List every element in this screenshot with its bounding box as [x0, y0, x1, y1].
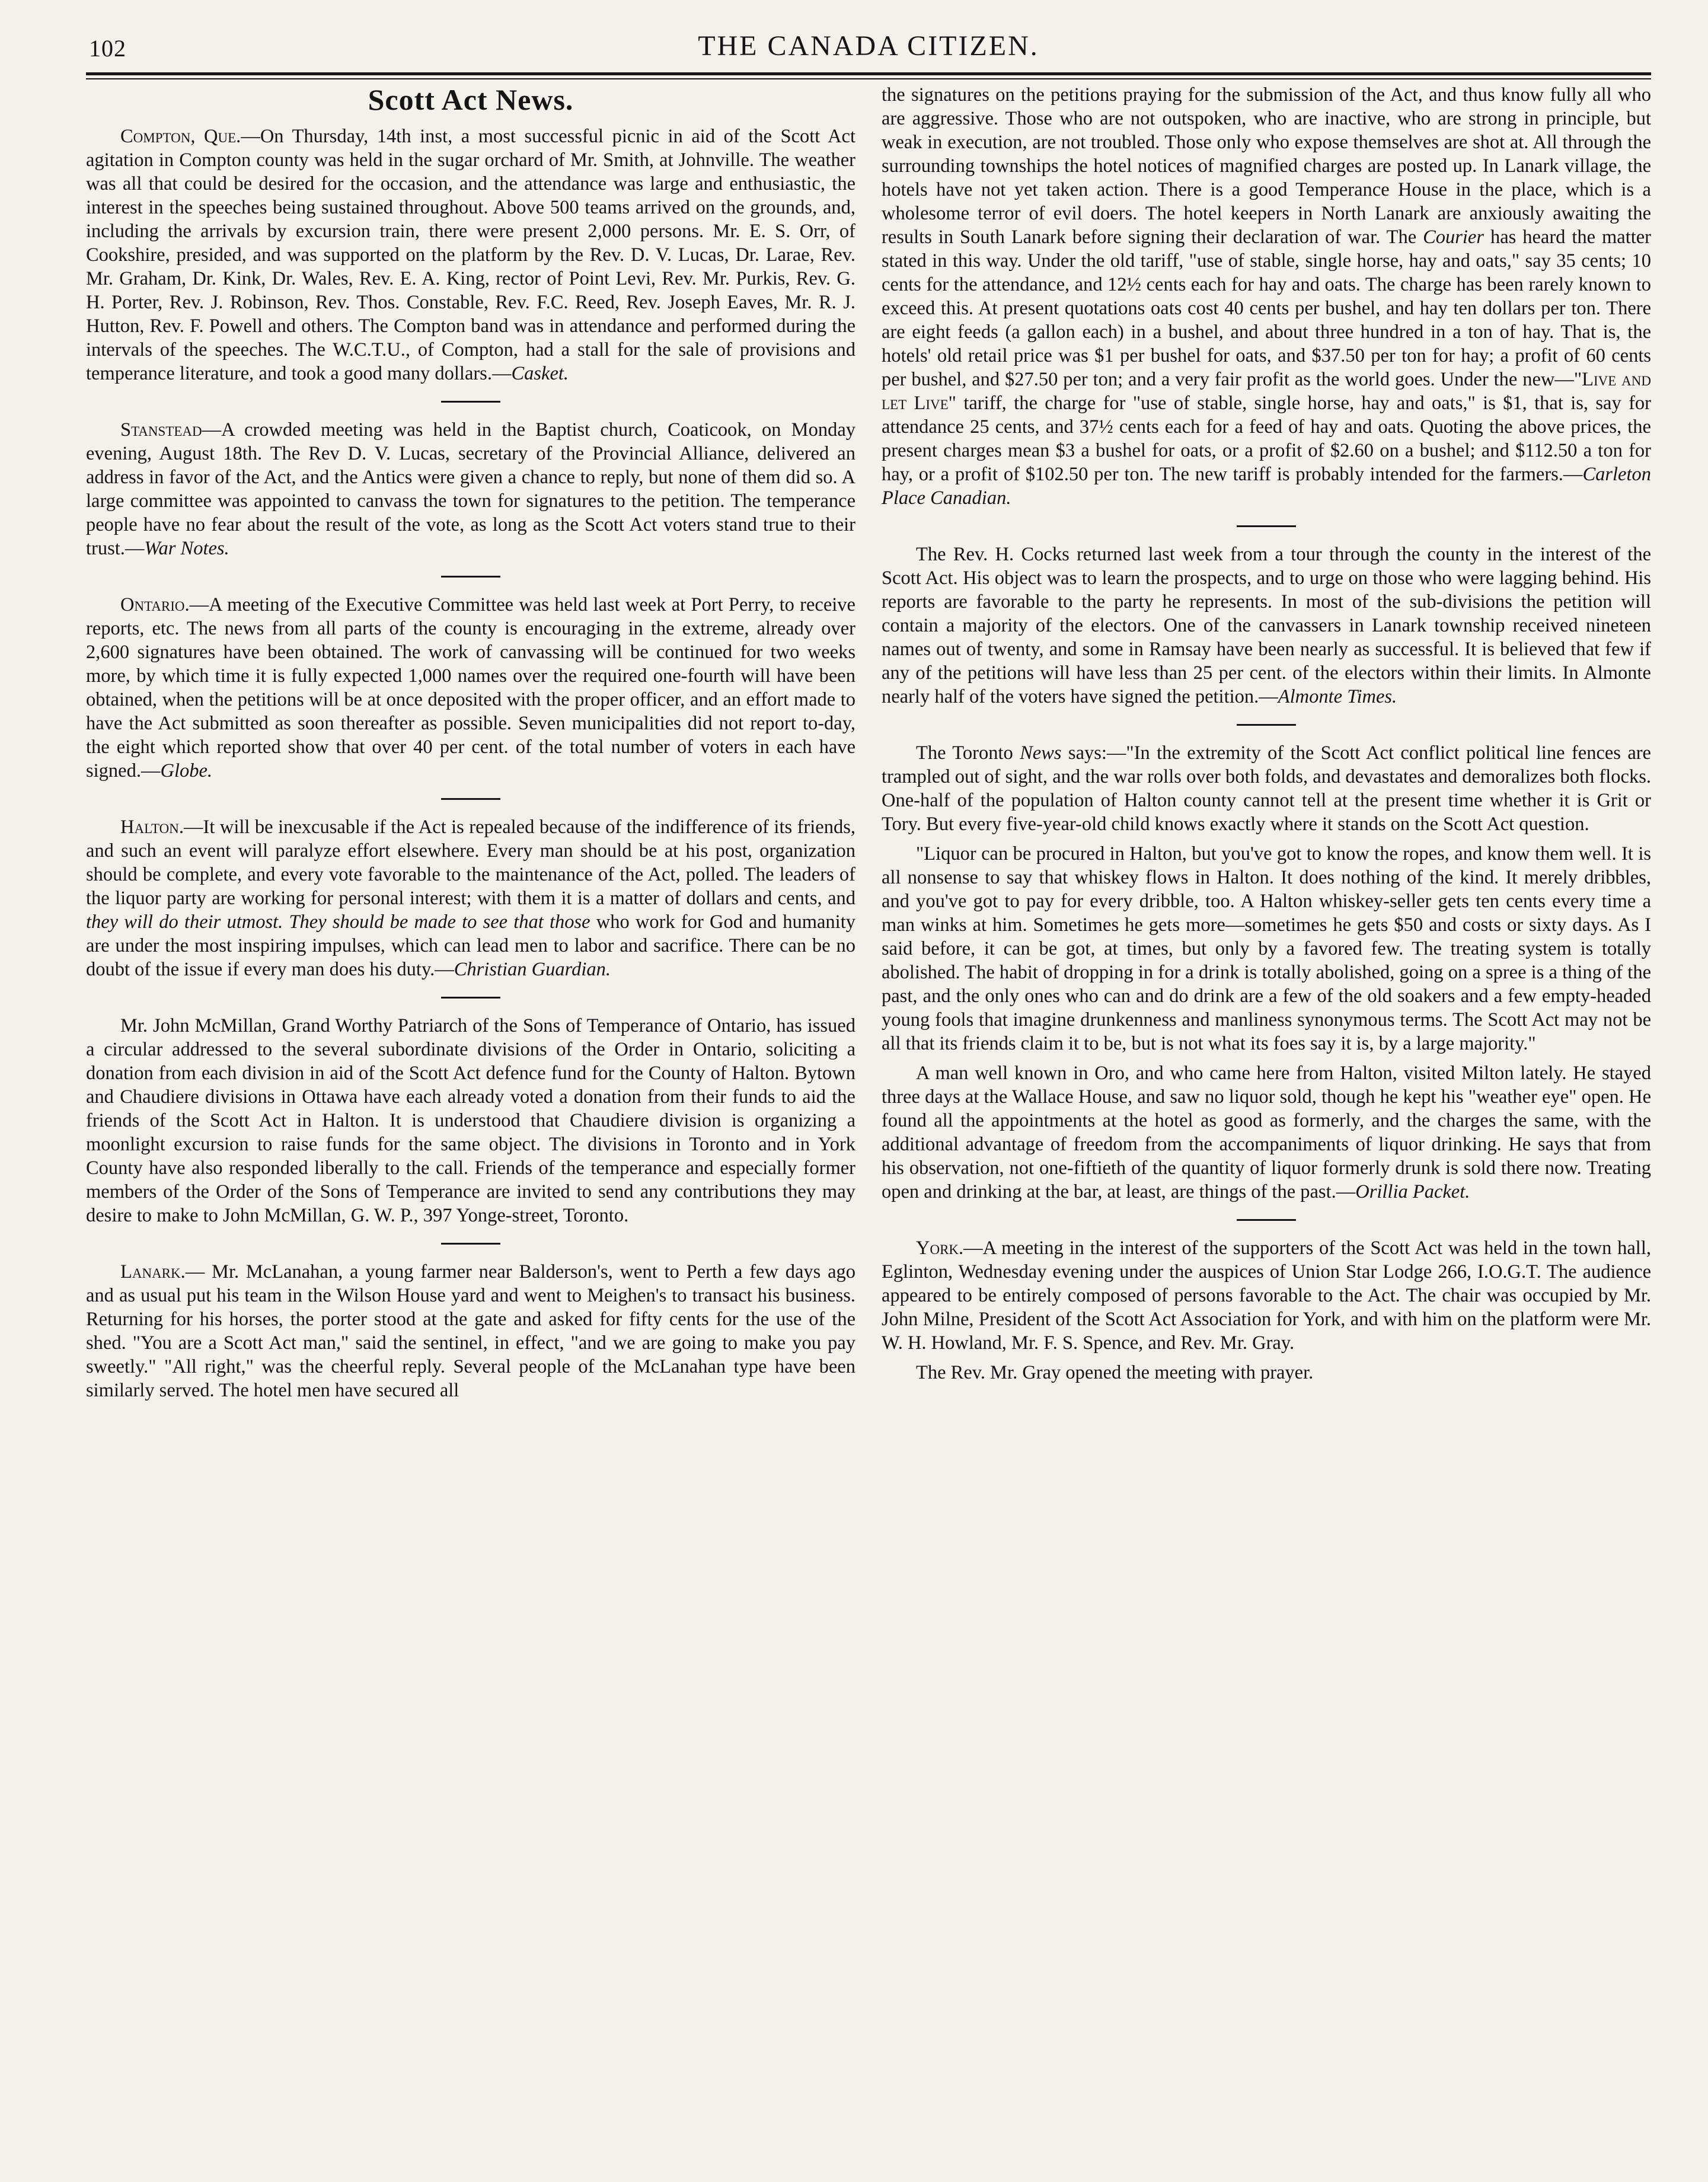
article-body: —On Thursday, 14th inst, a most successful picnic in aid of the Scott Act agitation in Compton county was held in the sugar orchard of Mr. Smith, at Johnville. The weather was all that could be desired for the occasion, and the attendance was large and enthusiastic, the interest in the speeches being sustained throughout. Above 500 teams arrived on the grounds, and, including the arrivals by excursion train, there were present 2,000 persons. Mr. E. S. Orr, of Cookshire, presided, and was supported on the platform by the Rev. D. V. Lucas, Dr. Larae, Rev. Mr. Graham, Dr. Kink, Dr. Wales, Rev. E. A. King, rector of Point Levi, Rev. Mr. Purkis, Rev. G. H. Porter, Rev. J. Robinson, Rev. Thos. Constable, Rev. F.C. Reed, Rev. Joseph Eaves, Mr. R. J. Hutton, Rev. F. Powell and others. The Compton band was in attendance and performed during the intervals of the speeches. The W.C.T.U., of Compton, had a stall for the sale of provisions and temperance literature, and took a good many dollars.—	[86, 126, 855, 384]
article-place: Ontario.	[120, 594, 190, 615]
article-place: Compton, Que.	[120, 126, 241, 147]
article-separator	[441, 997, 500, 999]
article-source: Globe.	[160, 760, 213, 781]
article-place: Lanark.	[120, 1261, 186, 1283]
article-source: Carleton Place Canadian.	[882, 464, 1651, 509]
article-body: The Rev. H. Cocks returned last week from a tour through the county in the interest of the Scott Act. His object was to learn the prospects, and to urge on those who were lagging behind. His reports are favorable to the party he represents. In most of the sub-divisions the petition will contain a majority of the electors. One of the canvassers in Lanark township received nineteen names out of twenty, and some in Ramsay have been nearly as successful. It is believed that few if any of the petitions will have less than 25 per cent. of the electors within their limits. In Almonte nearly half of the voters have signed the petition.—	[882, 544, 1651, 707]
article-source: Orillia Packet.	[1355, 1181, 1470, 1202]
article-body: who work for God and humanity are under the most inspiring impulses, which can lead men to labor and sacrifice. There can be no doubt of the issue if every man does his duty.—	[86, 911, 855, 980]
article-oro	[882, 1061, 1651, 1204]
article-mcmillan: Mr. John McMillan, Grand Worthy Patriarch of the Sons of Temperance of Ontario, has issued a circular addressed to the several subordinate divisions of the Order in Ontario, soliciting a donation from each division in aid of the Scott Act defence fund for the County of Halton. Bytown and Chaudiere divisions in Ottawa have each already voted a donation from their funds to aid the friends of the Scott Act in Halton. It is understood that Chaudiere division is organizing a moonlight excursion to raise funds for the same object. The divisions in Toronto and in York County have also responded liberally to the call. Friends of the temperance and especially former members of the Order of the Sons of Temperance are invited to send any contributions they may desire to make to John McMillan, G. W. P., 397 Yonge-street, Toronto.	[86, 1015, 855, 1226]
article-source: War Notes.	[144, 538, 229, 559]
article-compton	[86, 125, 855, 385]
article-source: Casket.	[511, 363, 569, 384]
article-place: Halton.	[120, 816, 184, 838]
article-stanstead	[86, 418, 855, 560]
article-body: tariff, the charge for "use of stable, single horse, hay and oats," is $1, that is, say for attendance 25 cents, and 37½ cents each for a feed of hay and oats. Quoting the above prices, the present charges mean $3 a bushel for oats, or a profit of $2.60 on a bushel; and $112.50 a ton for hay, or a profit of $102.50 per ton. The new tariff is probably intended for the farmers.—	[882, 393, 1651, 485]
article-body: —A meeting of the Executive Committee was held last week at Port Perry, to receive reports, etc. The news from all parts of the county is encouraging in the extreme, already over 2,600 signatures have been obtained. The work of canvassing will be continued for two weeks more, by which time it is fully expected 1,000 names over the required one-fourth will have been obtained, when the petitions will be at once deposited with the proper officer, and an effort made to have the Act submitted as soon thereafter as possible. Seven municipalities did not report to-day, the eight which reported show that over 40 per cent. of the total number of voters in each have signed.—	[86, 594, 855, 781]
article-body: the signatures on the petitions praying for the submission of the Act, and thus know fully all who are aggressive. Those who are not outspoken, who are inactive, who are strong in principle, but weak in execution, are not troubled. Those only who expose themselves are shot at. All through the surrounding townships the hotel notices of magnified charges are posted up. In Lanark village, the hotels have not yet taken action. There is a good Temperance House in the place, which is a wholesome terror of evil doers. The hotel keepers in North Lanark are anxiously awaiting the results in South Lanark before signing their declaration of war. The	[882, 84, 1651, 248]
article-toronto-news	[882, 741, 1651, 836]
article-separator	[441, 401, 500, 403]
article-body: —A crowded meeting was held in the Baptist church, Coaticook, on Monday evening, August 18th. The Rev D. V. Lucas, secretary of the Provincial Alliance, delivered an address in favor of the Act, and the Antics were given a chance to reply, but none of them did so. A large committee was appointed to canvass the town for signatures to the petition. The temperance people have no fear about the result of the vote, as long as the Scott Act voters stand true to their trust.—	[86, 419, 855, 559]
article-separator	[441, 576, 500, 578]
page-number: 102	[89, 35, 126, 62]
article-body: — Mr. McLanahan, a young farmer near Balderson's, went to Perth a few days ago and as usual put his team in the Wilson House yard and went to Meighen's to transact his business. Returning for his horses, the porter stood at the gate and asked for fifty cents for the use of the shed. "You are a Scott Act man," said the sentinel, in effect, "and we are going to make you pay sweetly." "All right," was the cheerful reply. Several people of the McLanahan type have been similarly served. The hotel men have secured all	[86, 1261, 855, 1401]
header-rule-thin	[86, 78, 1651, 79]
page-header	[86, 24, 1651, 66]
publication-title: THE CANADA CITIZEN.	[698, 30, 1039, 62]
tariff-motto: "Live and let Live"	[882, 369, 1651, 414]
article-body: says:—"In the extremity of the Scott Act conflict political line fences are trampled out of sight, and the war rolls over both folds, and devastates and demoralizes both flocks. One-half of the population of Halton county cannot tell at the present time whether it is Grit or Tory. But every five-year-old child knows exactly where it stands on the Scott Act question.	[882, 742, 1651, 835]
article-paragraph: "Liquor can be procured in Halton, but you've got to know the ropes, and know them well. It is all nonsense to say that whiskey flows in Halton. It does nothing of the kind. It merely dribbles, and you've got to pay for every dribble, too. A Halton whiskey-seller gets ten cents every time a man winks at him. Sometimes he gets more—sometimes he gets $50 and costs or sixty days. As I said before, it can be got, at times, but only by a favored few. The treating system is totally abolished. The habit of dropping in for a drink is totally abolished, going on a spree is a thing of the past, and the only ones who can and do drink are a few of the old soakers and a few empty-headed young fools that imagine drunkenness and manliness synonymous terms. The Scott Act may not be all that its friends claim it to be, but is not what its foes say it is, by a large majority."	[882, 843, 1651, 1054]
article-separator	[1237, 1219, 1296, 1221]
section-title: Scott Act News.	[368, 83, 574, 116]
article-place: York.	[916, 1237, 964, 1259]
article-body: —It will be inexcusable if the Act is repealed because of the indifference of its friends, and such an event will paralyze effort elsewhere. Every man should be at his post, organization should be complete, and every vote favorable to the maintenance of the Act, polled. The leaders of the liquor party are working for personal interest; with them it is a matter of dollars and cents, and	[86, 816, 855, 909]
article-emphasis: they will do their utmost. They should be made to see that those	[86, 911, 590, 933]
newspaper-page	[86, 24, 1651, 2158]
article-ontario	[86, 593, 855, 783]
article-body: The Toronto	[916, 742, 1020, 764]
article-halton	[86, 815, 855, 981]
article-paragraph: The Rev. Mr. Gray opened the meeting with prayer.	[916, 1362, 1314, 1383]
article-separator	[1237, 724, 1296, 726]
left-column	[86, 83, 855, 2158]
article-separator	[441, 1243, 500, 1245]
article-lanark	[86, 1260, 855, 1402]
header-rule	[86, 72, 1651, 75]
article-separator	[1237, 525, 1296, 527]
article-body: A man well known in Oro, and who came here from Halton, visited Milton lately. He stayed three days at the Wallace House, and saw no liquor sold, though he kept his "weather eye" open. He found all the appointments at the hotel as good as formerly, and the charges the same, with the additional advantage of freedom from the accompaniments of liquor drinking. He says that from his observation, not one-fiftieth of the quantity of liquor formerly drunk is sold there now. Treating open and drinking at the bar, at least, are things of the past.—	[882, 1063, 1651, 1202]
article-cocks	[882, 543, 1651, 709]
right-column	[882, 83, 1651, 2158]
article-source: Christian Guardian.	[454, 959, 611, 980]
columns	[86, 83, 1651, 2158]
newspaper-name: News	[1020, 742, 1062, 764]
article-separator	[441, 798, 500, 800]
newspaper-name: Courier	[1423, 227, 1484, 248]
article-body: —A meeting in the interest of the supporters of the Scott Act was held in the town hall, Eglinton, Wednesday evening under the auspices of Union Star Lodge 266, I.O.G.T. The audience appeared to be entirely composed of persons favorable to the Act. The chair was occupied by Mr. John Milne, President of the Scott Act Association for York, and with him on the platform were Mr. W. H. Howland, Mr. F. S. Spence, and Rev. Mr. Gray.	[882, 1237, 1651, 1354]
article-lanark-continued	[882, 83, 1651, 510]
article-source: Almonte Times.	[1278, 686, 1397, 707]
article-place: Stanstead	[120, 419, 202, 441]
article-york	[882, 1236, 1651, 1355]
article-body: has heard the matter stated in this way. Under the old tariff, "use of stable, single horse, hay and oats," say 35 cents; 10 cents for the attendance, and 12½ cents each for hay and oats. The charge has been rarely known to exceed this. At present quotations oats cost 40 cents per bushel, and hay ten dollars per ton. There are eight feeds (a gallon each) in a bushel, and about three hundred in a ton of hay. That is, the hotels' old retail price was $1 per bushel for oats, and $37.50 per ton for hay; a profit of 60 cents per bushel, and $27.50 per ton; and a very fair profit as the world goes. Under the new—	[882, 227, 1651, 390]
